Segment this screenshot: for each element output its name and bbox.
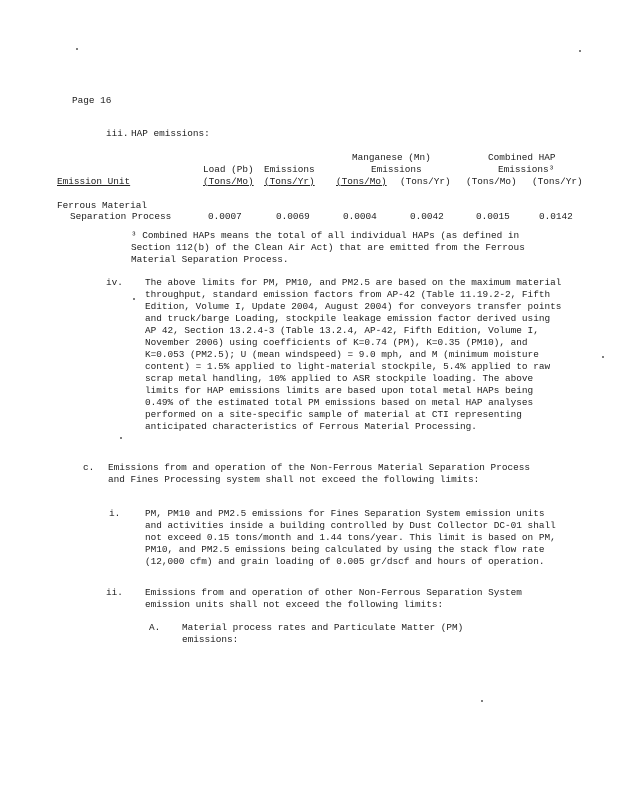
section-iv-number: iv. (106, 277, 123, 288)
scan-speck (579, 50, 581, 52)
scan-speck (120, 437, 122, 439)
load-header-line1: Load (Pb) (203, 164, 254, 175)
combined-group-header-line1: Combined HAP (488, 152, 556, 163)
page-label: Page 16 (72, 95, 112, 106)
table-row-unit-line2: Separation Process (70, 211, 172, 222)
section-c-i-text: PM, PM10 and PM2.5 emissions for Fines Separation System emission units and activities inside a building controlled by Dust Collector DC-01 shall not exceed 0.15 tons/month and 1.44 tons/year. This limit is based on PM, PM10, and PM2.5 emissions being calculated by using the stack flow rate (12,000 cfm) and grain loading of 0.005 gr/dscf and hours of operation. (145, 508, 556, 567)
comb-mo-header: (Tons/Mo) (466, 176, 517, 187)
table-cell-mn-mo: 0.0004 (343, 211, 377, 222)
section-iv-text: The above limits for PM, PM10, and PM2.5 are based on the maximum material throughput, standard emission factors from AP-42 (Table 11.19.2-2, Fifth Edition, Volume I, Update 2004, August 2004) for conveyors transfer points and truck/barge Loading, stockpile leakage emission factor derived using AP 42, Section 13.2.4-3 (Table 13.2.4, AP-42, Fifth Edition, Volume I, November 2006) using coefficients of K=0.74 (PM), K=0.35 (PM10), and K=0.053 (PM2.5); U (mean windspeed) = 9.0 mph, and M (minimum moisture content) = 1.5% applied to light-material stockpile, 5.4% applied to raw scrap metal handling, 10% applied to ASR stockpile loading. The above limits for HAP emissions limits are based upon total metal HAPs being 0.49% of the estimated total PM emissions based on metal HAP analyses performed on a site-specific sample of material at CTI representing anticipated characteristics of Ferrous Material Processing. (145, 277, 562, 432)
scan-speck (76, 48, 78, 50)
mn-mo-header: (Tons/Mo) (336, 176, 387, 187)
table-cell-comb-mo: 0.0015 (476, 211, 510, 222)
scan-speck (602, 356, 604, 358)
combined-group-header-line2: Emissions³ (498, 164, 555, 175)
comb-yr-header: (Tons/Yr) (532, 176, 583, 187)
table-cell-load-yr: 0.0069 (276, 211, 310, 222)
section-c-ii-number: ii. (106, 587, 123, 598)
section-c-ii-text: Emissions from and operation of other Non-Ferrous Separation System emission units shall not exceed the following limits: (145, 587, 522, 610)
table-cell-mn-yr: 0.0042 (410, 211, 444, 222)
table-row-unit-line1: Ferrous Material (57, 200, 148, 211)
section-c-ii-a-letter: A. (149, 622, 161, 633)
section-c-i-number: i. (109, 508, 121, 519)
load-header-line2: (Tons/Mo) (203, 176, 254, 187)
section-iii-heading: HAP emissions: (131, 128, 210, 139)
section-c-ii-a-text: Material process rates and Particulate Matter (PM) emissions: (182, 622, 464, 645)
mn-yr-header: (Tons/Yr) (400, 176, 451, 187)
section-c-letter: c. (83, 462, 95, 473)
section-c-text: Emissions from and operation of the Non-Ferrous Material Separation Process and Fines Processing system shall not exceed the following limits: (108, 462, 530, 485)
load-emissions-header-line2: (Tons/Yr) (264, 176, 315, 187)
section-iii-number: iii. (106, 128, 129, 139)
load-emissions-header-line1: Emissions (264, 164, 315, 175)
table-cell-load-mo: 0.0007 (208, 211, 242, 222)
emission-unit-header: Emission Unit (57, 176, 131, 187)
hap-footnote: ³ Combined HAPs means the total of all individual HAPs (as defined in Section 112(b) of the Clean Air Act) that are emitted from the Ferrous Material Separation Process. (131, 230, 525, 265)
scan-speck (133, 298, 135, 300)
mn-group-header-line2: Emissions (371, 164, 422, 175)
mn-group-header-line1: Manganese (Mn) (352, 152, 431, 163)
scan-speck (481, 700, 483, 702)
table-cell-comb-yr: 0.0142 (539, 211, 573, 222)
